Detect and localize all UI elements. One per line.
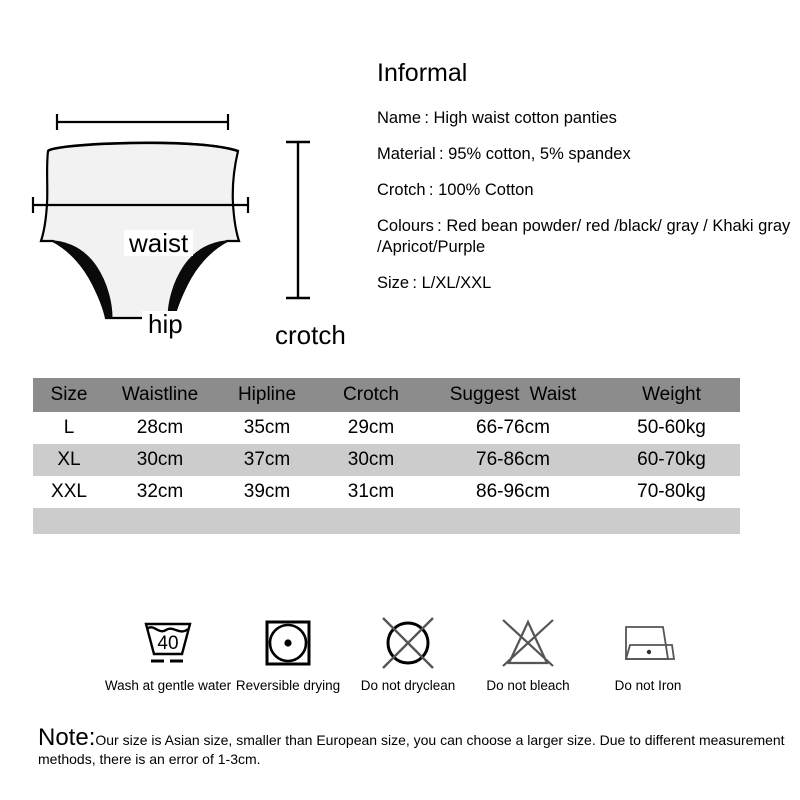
spec-crotch-value: 100% Cotton xyxy=(438,180,534,199)
cell-empty xyxy=(603,508,740,534)
table-header-row xyxy=(33,378,740,412)
header-suggest-waist xyxy=(423,378,603,412)
header-waistline: Waistline xyxy=(105,378,215,412)
spec-row-size xyxy=(377,273,792,294)
do-not-iron-icon xyxy=(616,612,680,674)
wash-tub-40-icon xyxy=(137,612,199,674)
do-not-bleach-icon xyxy=(497,612,559,674)
spec-material-value: 95% cotton, 5% spandex xyxy=(448,144,631,163)
header-suggest-word: Suggest xyxy=(449,384,520,405)
garment-diagram xyxy=(20,108,370,350)
cell-suggest-waist: 76-86cm xyxy=(423,444,603,476)
waist-measure-line xyxy=(57,114,228,130)
care-instructions-section xyxy=(104,612,708,693)
cell-waistline: 28cm xyxy=(105,412,215,444)
note-section xyxy=(38,726,790,769)
cell-waistline: 30cm xyxy=(105,444,215,476)
waist-dimension-label: waist xyxy=(124,230,193,256)
care-item-bleach xyxy=(468,612,588,693)
spec-row-material xyxy=(377,144,792,165)
cell-crotch: 31cm xyxy=(319,476,423,508)
table-row xyxy=(33,412,740,444)
spec-row-crotch xyxy=(377,180,792,201)
header-weight: Weight xyxy=(603,378,740,412)
cell-crotch: 30cm xyxy=(319,444,423,476)
spec-row-name xyxy=(377,108,792,129)
spec-name-key: Name : xyxy=(377,108,429,127)
care-item-iron xyxy=(588,612,708,693)
header-hipline: Hipline xyxy=(215,378,319,412)
crotch-measure-line xyxy=(286,142,310,298)
product-overview-section xyxy=(0,0,800,360)
spec-title: Informal xyxy=(377,59,468,87)
cell-hipline: 37cm xyxy=(215,444,319,476)
cell-empty xyxy=(319,508,423,534)
cell-hipline: 35cm xyxy=(215,412,319,444)
care-caption-iron: Do not Iron xyxy=(614,678,682,693)
panty-illustration xyxy=(20,108,370,338)
table-row xyxy=(33,444,740,476)
care-caption-dryclean: Do not dryclean xyxy=(360,678,456,693)
cell-empty xyxy=(215,508,319,534)
spec-colours-value: Red bean powder/ red /black/ gray / Khaki gray /Apricot/Purple xyxy=(377,216,791,256)
care-item-wash xyxy=(104,612,232,693)
spec-colours-key: Colours : xyxy=(377,216,442,235)
do-not-dryclean-icon xyxy=(377,612,439,674)
cell-empty xyxy=(105,508,215,534)
cell-crotch: 29cm xyxy=(319,412,423,444)
crotch-dimension-label: crotch xyxy=(275,320,346,350)
cell-weight: 70-80kg xyxy=(603,476,740,508)
spec-size-value: L/XL/XXL xyxy=(421,274,492,293)
header-crotch: Crotch xyxy=(319,378,423,412)
care-item-drying xyxy=(228,612,348,693)
spec-row-colours xyxy=(377,216,792,258)
care-caption-drying: Reversible drying xyxy=(235,678,341,693)
care-item-dryclean xyxy=(348,612,468,693)
cell-weight: 60-70kg xyxy=(603,444,740,476)
cell-size: L xyxy=(33,412,105,444)
cell-weight: 50-60kg xyxy=(603,412,740,444)
note-label: Note: xyxy=(38,724,96,751)
tumble-dry-icon xyxy=(259,612,317,674)
care-caption-bleach: Do not bleach xyxy=(486,678,570,693)
cell-suggest-waist: 66-76cm xyxy=(423,412,603,444)
hip-dimension-label: hip xyxy=(142,311,189,337)
cell-size: XXL xyxy=(33,476,105,508)
cell-size: XL xyxy=(33,444,105,476)
table-row xyxy=(33,476,740,508)
spec-size-key: Size : xyxy=(377,274,417,293)
cell-hipline: 39cm xyxy=(215,476,319,508)
spec-name-value: High waist cotton panties xyxy=(433,108,617,127)
spec-material-key: Material : xyxy=(377,144,444,163)
header-waist-word: Waist xyxy=(529,384,577,405)
cell-empty xyxy=(423,508,603,534)
spec-crotch-key: Crotch : xyxy=(377,180,434,199)
cell-suggest-waist: 86-96cm xyxy=(423,476,603,508)
cell-waistline: 32cm xyxy=(105,476,215,508)
table-row-empty xyxy=(33,508,740,534)
svg-text:40: 40 xyxy=(157,633,179,654)
care-caption-wash: Wash at gentle water xyxy=(104,678,232,693)
cell-empty xyxy=(33,508,105,534)
size-chart-table xyxy=(33,378,740,534)
header-size: Size xyxy=(33,378,105,412)
specification-block xyxy=(377,60,792,294)
note-text: Our size is Asian size, smaller than European size, you can choose a larger size. Due to different measurement methods, there is an error of 1-3cm. xyxy=(38,732,785,767)
